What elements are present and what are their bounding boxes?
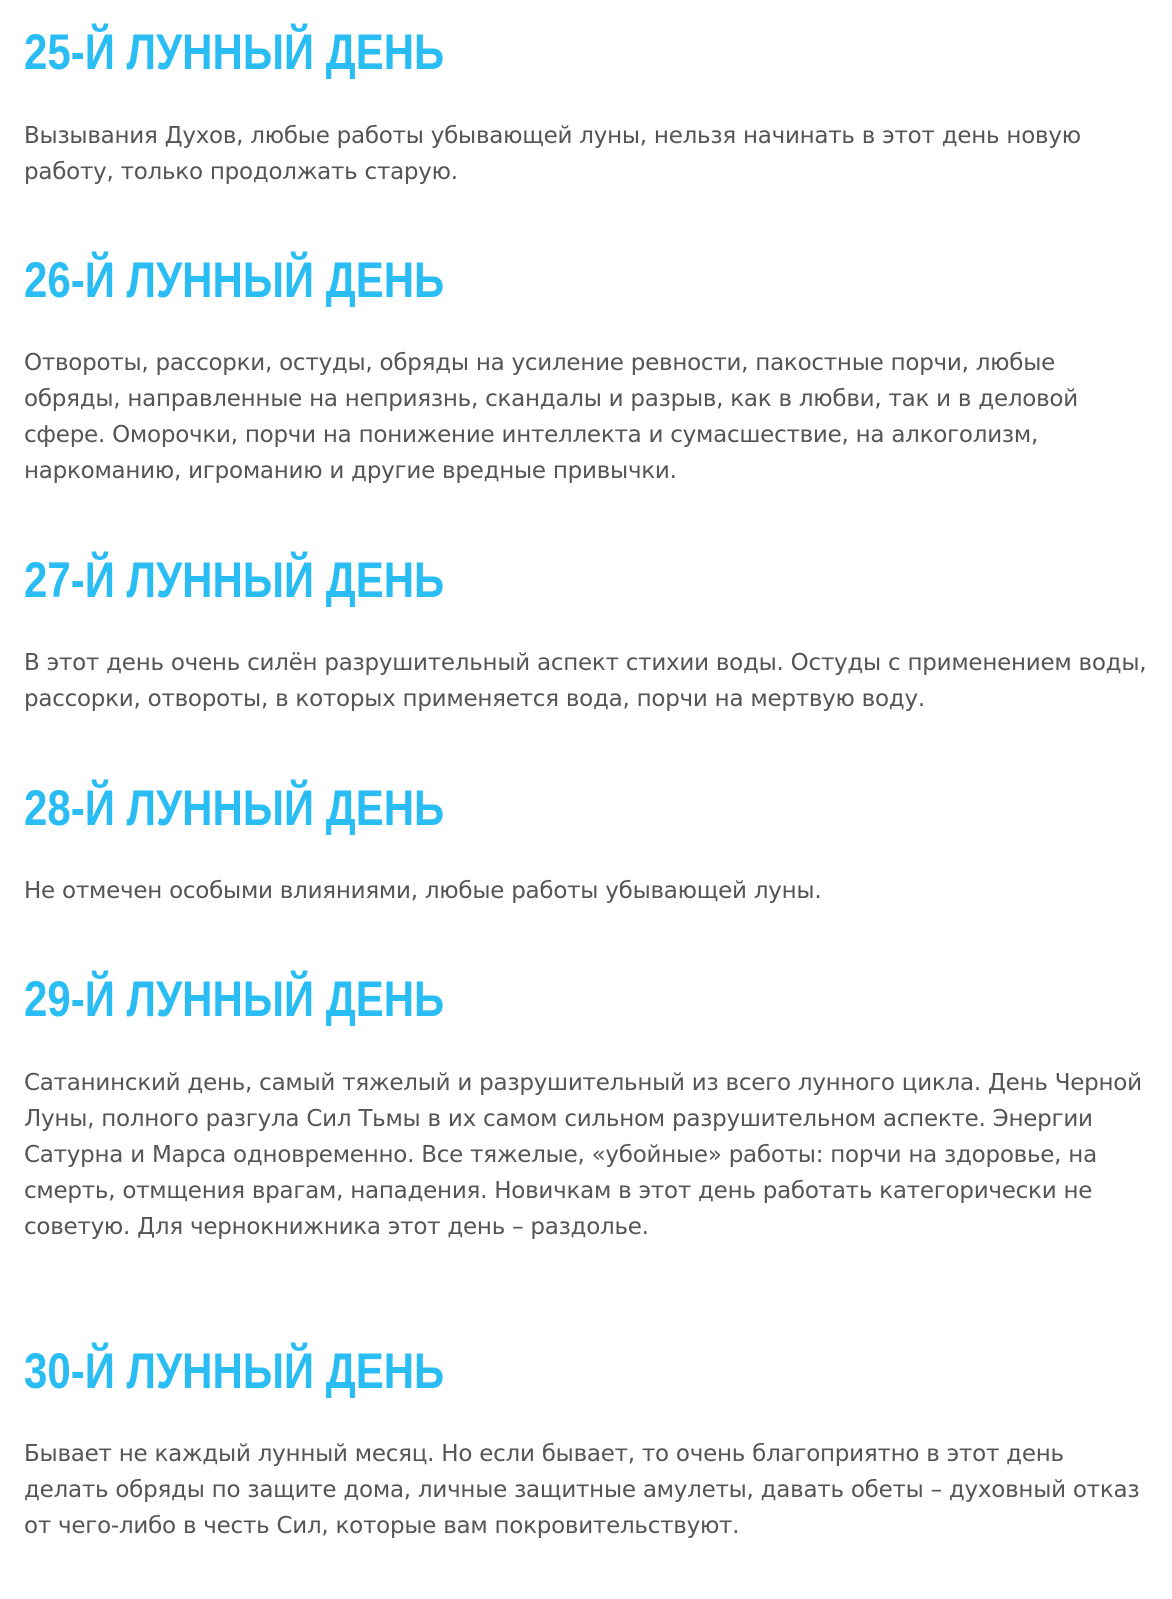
day-description-line: Луны, полного разгула Сил Тьмы в их самом сильном разрушительном аспекте. Энергии Сатурна и Марса одновременно. Все тяжелые, «убойные» работы: порчи на здоровье, на смерть, отмщения врагам, нападения. Новичкам в этот день работать категорически не советую. Для чернокнижника этот день – раздолье. <box>24 1106 1097 1240</box>
day-description: В этот день очень силён разрушительный аспект стихии воды. Остуды с применением воды, рассорки, отвороты, в которых применяется вода, порчи на мертвую воду. <box>24 650 1147 712</box>
lunar-day-28 <box>24 778 1148 904</box>
lunar-day-25 <box>24 22 1148 185</box>
day-description-line: Сатанинский день, самый тяжелый и разрушительный из всего лунного цикла. День Черной <box>24 1070 1142 1096</box>
day-heading: 27-Й ЛУННЫЙ ДЕНЬ <box>24 552 445 608</box>
day-description: Отвороты, рассорки, остуды, обряды на усиление ревности, пакостные порчи, любые обряды, направленные на неприязнь, скандалы и разрыв, как в любви, так и в деловой сфере. Оморочки, порчи на понижение интеллекта и сумасшествие, на алкоголизм, наркоманию, игроманию и другие вредные привычки. <box>24 350 1078 484</box>
day-description: Не отмечен особыми влияниями, любые работы убывающей луны. <box>24 878 822 904</box>
day-description: Бывает не каждый лунный месяц. Но если бывает, то очень благоприятно в этот день делать обряды по защите дома, личные защитные амулеты, давать обеты – духовный отказ от чего-либо в честь Сил, которые вам покровительствуют. <box>24 1441 1140 1539</box>
lunar-day-29 <box>24 969 1148 1240</box>
day-heading: 28-Й ЛУННЫЙ ДЕНЬ <box>24 780 445 836</box>
day-description <box>24 1065 1148 1245</box>
day-heading: 25-Й ЛУННЫЙ ДЕНЬ <box>24 24 445 80</box>
lunar-day-26 <box>24 250 1148 484</box>
lunar-day-27 <box>24 550 1148 712</box>
lunar-day-30 <box>24 1341 1148 1539</box>
day-heading: 26-Й ЛУННЫЙ ДЕНЬ <box>24 252 445 308</box>
day-heading: 30-Й ЛУННЫЙ ДЕНЬ <box>24 1343 445 1399</box>
day-description: Вызывания Духов, любые работы убывающей луны, нельзя начинать в этот день новую работу, только продолжать старую. <box>24 123 1081 185</box>
day-heading: 29-Й ЛУННЫЙ ДЕНЬ <box>24 971 445 1027</box>
